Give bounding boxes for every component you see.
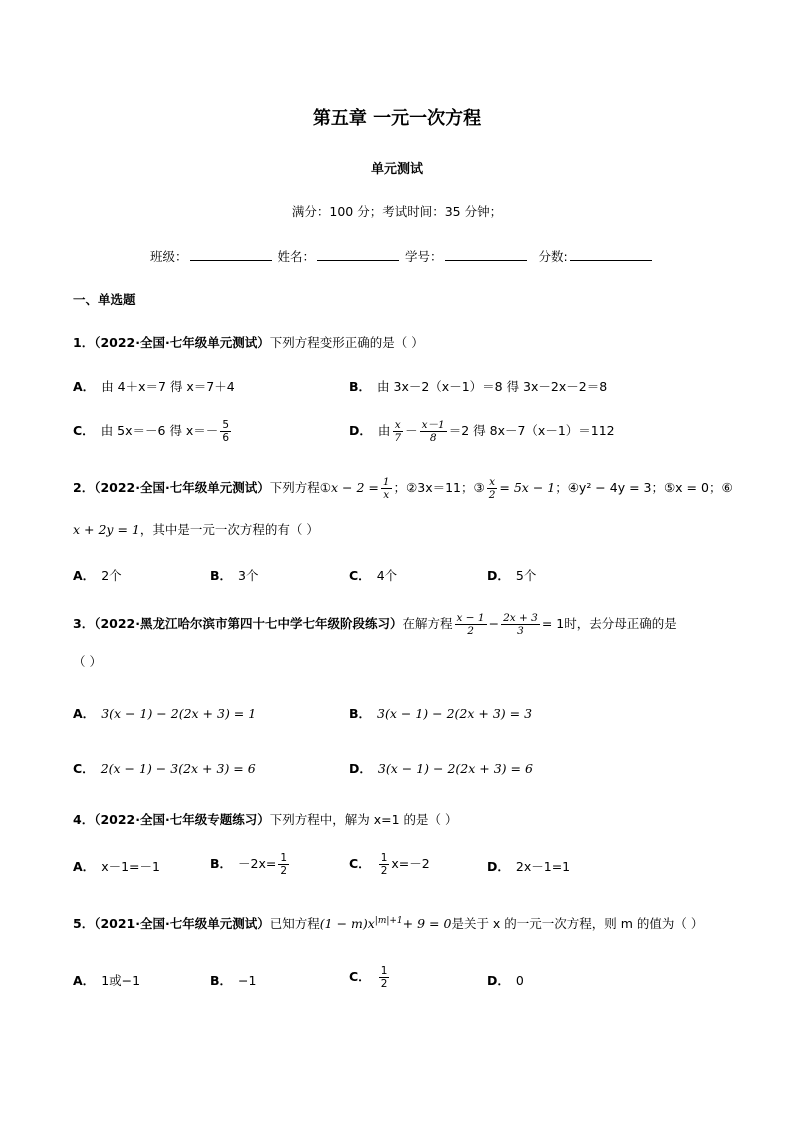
fraction: $\frac{x-1}{8}$ [421,419,445,444]
question-1-option-d[interactable]: D． 由 $\frac{x}{7}$ － $\frac{x-1}{8}$ ＝2 得 8x－7（x－1）＝112 [349,419,615,444]
class-blank [190,248,272,261]
fraction: $\frac{1}{2}$ [380,965,388,990]
fraction: $\frac{1}{x}$ [382,476,390,501]
question-2-stem-line2: x + 2y = 1，其中是一元一次方程的有（ ） [73,522,319,537]
name-blank [317,248,399,261]
question-3-stem-line2: （ ） [73,654,102,669]
question-2-option-b[interactable]: B． 3个 [210,568,259,583]
question-2-stem: 2．（2022·全国·七年级单元测试）下列方程①x − 2 = $\frac{1}{x}$ ；②3x＝11；③ $\frac{x}{2}$ = 5x − 1；④y² − 4y = 3；⑤x = 0；⑥ [73,476,733,501]
question-4-option-c[interactable]: C． $\frac{1}{2}$ x=－2 [349,852,430,877]
question-5-option-b[interactable]: B． −1 [210,973,257,988]
question-1-stem: 1．（2022·全国·七年级单元测试）下列方程变形正确的是（ ） [73,335,424,350]
question-1-option-b[interactable]: B． 由 3x－2（x－1）＝8 得 3x－2x－2＝8 [349,379,608,394]
section-heading: 一、单选题 [73,292,136,307]
question-5-option-d[interactable]: D． 0 [487,973,524,988]
id-label: 学号： [405,249,443,264]
question-3-option-d[interactable]: D． 3(x − 1) − 2(2x + 3) = 6 [349,761,533,776]
question-2-option-a[interactable]: A． 2个 [73,568,122,583]
exam-meta: 满分：100 分；考试时间：35 分钟； [291,204,503,219]
question-2-option-c[interactable]: C． 4个 [349,568,398,583]
question-4-option-d[interactable]: D． 2x－1=1 [487,859,571,874]
fraction: $\frac{5}{6}$ [222,419,229,444]
name-label: 姓名： [277,249,316,264]
question-5-option-c[interactable]: C． $\frac{1}{2}$ [349,965,388,990]
page-subtitle: 单元测试 [370,162,423,177]
question-2-option-d[interactable]: D． 5个 [487,568,537,583]
class-label: 班级： [150,249,188,264]
student-info-line [150,247,654,265]
fraction: $\frac{x - 1}{2}$ [456,612,485,637]
fraction: $\frac{x}{2}$ [488,476,496,501]
question-5-stem: 5．（2021·全国·七年级单元测试）已知方程$(1 - m)x^{|m|+1}+ 9 = 0$是关于 x 的一元一次方程，则 m 的值为（ ） [73,915,704,931]
question-4-option-b[interactable]: B． －2x= $\frac{1}{2}$ [210,852,288,877]
question-3-option-b[interactable]: B． 3(x − 1) − 2(2x + 3) = 3 [349,706,533,721]
id-blank [445,248,527,261]
question-3-stem: 3．（2022·黑龙江哈尔滨市第四十七中学七年级阶段练习）在解方程 $\frac{x - 1}{2}$ − $\frac{2x + 3}{3}$ = 1时，去分母正确的是 [73,612,677,637]
question-4-option-a[interactable]: A． x－1=－1 [73,859,160,874]
question-1-option-a[interactable]: A． 由 4＋x＝7 得 x＝7＋4 [73,379,235,394]
score-label: 分数: [538,249,568,264]
question-3-option-c[interactable]: C． 2(x − 1) − 3(2x + 3) = 6 [73,761,256,776]
question-1-option-c[interactable]: C． 由 5x＝－6 得 x＝－ $\frac{5}{6}$ [73,419,229,444]
page-title: 第五章 一元一次方程 [312,108,482,129]
fraction: $\frac{1}{2}$ [380,852,388,877]
question-3-option-a[interactable]: A． 3(x − 1) − 2(2x + 3) = 1 [73,706,257,721]
question-5-option-a[interactable]: A． 1或−1 [73,973,141,988]
fraction: $\frac{x}{7}$ [394,419,402,444]
score-blank [570,248,652,261]
question-4-stem: 4．（2022·全国·七年级专题练习）下列方程中，解为 x=1 的是（ ） [73,812,458,827]
fraction: $\frac{2x + 3}{3}$ [503,612,538,637]
fraction: $\frac{1}{2}$ [280,852,288,877]
